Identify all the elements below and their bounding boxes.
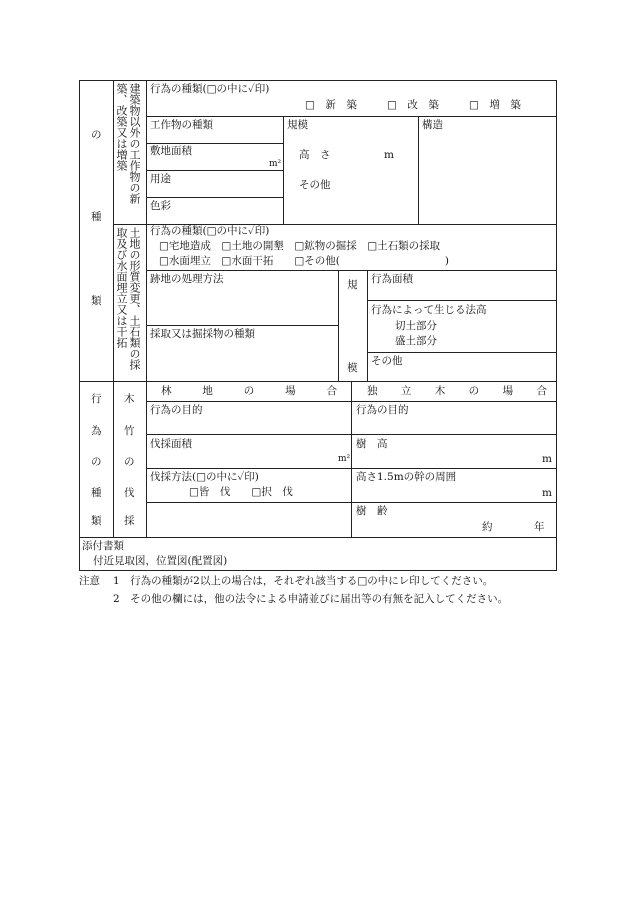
note-2: 2 その他の欄には，他の法令による申請並びに届出等の有無を記入してください。 — [113, 593, 509, 605]
application-form-table — [79, 80, 557, 571]
forest-header-char: 地 — [202, 385, 213, 397]
building-option-extend: □ 増 築 — [469, 99, 521, 111]
building-act-type: 行為の種類(□の中に✓印) — [150, 83, 270, 95]
cut-area-unit: m² — [338, 454, 351, 464]
building-option-new: □ 新 築 — [305, 99, 357, 111]
fill-label: 盛土部分 — [395, 335, 437, 347]
tree-char-2: 竹 — [124, 425, 135, 437]
single-tree-header — [367, 384, 547, 399]
left-char-3: 類 — [91, 295, 102, 307]
scale-label: 規模 — [287, 119, 308, 131]
color-label: 色彩 — [150, 200, 171, 212]
border-col2 — [146, 80, 147, 537]
border-top — [79, 80, 557, 81]
forest-header-char: 場 — [285, 385, 296, 397]
border-right — [556, 80, 557, 571]
height-label: 高 さ — [299, 149, 331, 161]
forest-header — [161, 384, 337, 399]
forest-purpose-label: 行為の目的 — [150, 404, 203, 416]
single-header-char: 独 — [367, 385, 378, 397]
land-scale-char-1: 規 — [347, 279, 358, 291]
cut-area-label: 伐採面積 — [150, 438, 192, 450]
building-others-label: その他 — [299, 179, 331, 191]
site-area-label: 敷地面積 — [150, 145, 192, 157]
land-options-row1: □宅地造成 □土地の開墾 □鉱物の掘採 □土石類の採取 — [159, 240, 441, 252]
attachments-items: 付近見取図，位置図(配置図) — [93, 555, 228, 567]
border-land-split — [146, 270, 557, 271]
cut-method-options: □皆 伐 □択 伐 — [189, 486, 293, 498]
single-header-char: 合 — [536, 385, 547, 397]
border-build-mid1 — [283, 116, 284, 224]
left-char-8: 類 — [91, 515, 102, 527]
structure-type-label: 工作物の種類 — [150, 119, 213, 131]
border-left — [79, 80, 80, 571]
left-char-4: 行 — [91, 393, 102, 405]
cut-method-label: 伐採方法(□の中に✓印) — [150, 471, 259, 483]
border-material — [146, 325, 338, 326]
border-land-mid1 — [338, 270, 339, 381]
single-purpose-label: 行為の目的 — [356, 404, 409, 416]
material-label: 採取又は掘採物の種類 — [150, 328, 255, 340]
left-char-7: 種 — [91, 487, 102, 499]
border-bottom — [79, 570, 557, 571]
forest-header-char: の — [243, 385, 255, 397]
use-label: 用途 — [150, 173, 171, 185]
land-label: 土地の形質変更、土石類の採取及び水面埋立又は干拓 — [115, 227, 141, 370]
tree-age-about: 約 — [482, 521, 493, 533]
tree-height-label: 樹 高 — [356, 438, 388, 450]
border-color — [146, 197, 283, 198]
slope-label: 行為によって生じる法高 — [371, 304, 487, 316]
land-act-type: 行為の種類(□の中に✓印) — [150, 225, 270, 237]
border-mid — [79, 381, 557, 382]
land-scale-char-2: 模 — [347, 362, 358, 374]
act-area-label: 行為面積 — [371, 273, 413, 285]
border-attach — [79, 537, 557, 538]
border-land-mid2 — [367, 270, 368, 381]
building-label: 建築物以外の工作物の新築、改築又は増築 — [115, 83, 141, 204]
site-area-unit: m² — [269, 159, 282, 169]
height-unit: m — [384, 149, 394, 161]
trunk-unit: m — [542, 487, 552, 499]
construction-label: 構造 — [422, 119, 443, 131]
cut-label: 切土部分 — [395, 320, 437, 332]
border-col1 — [113, 80, 114, 537]
attachments-title: 添付書類 — [82, 540, 124, 552]
left-char-6: の — [91, 456, 102, 468]
note-prefix: 注意 — [79, 575, 100, 587]
left-char-5: 為 — [91, 425, 102, 437]
single-header-char: 木 — [434, 385, 446, 397]
trunk-label: 高さ1.5mの幹の周囲 — [356, 471, 457, 483]
land-options-row2: □水面埋立 □水面干拓 □その他( ) — [159, 255, 449, 267]
tree-char-1: 木 — [124, 393, 135, 405]
single-header-char: 場 — [502, 385, 514, 397]
left-char-2: 種 — [91, 211, 102, 223]
border-use — [146, 170, 283, 171]
forest-header-char: 合 — [326, 385, 337, 397]
note-1: 1 行為の種類が2以上の場合は，それぞれ該当する□の中にレ印してください。 — [113, 575, 494, 587]
forest-header-char: 林 — [161, 385, 172, 397]
border-tree-mid — [351, 381, 352, 537]
border-slope — [367, 352, 557, 353]
restoration-label: 跡地の処理方法 — [150, 273, 224, 285]
border-build-mid2 — [418, 116, 419, 224]
single-header-char: の — [468, 385, 480, 397]
border-area — [367, 300, 557, 301]
tree-char-5: 採 — [124, 515, 135, 527]
single-header-char: 立 — [400, 385, 412, 397]
left-char-1: の — [91, 129, 102, 141]
tree-age-year: 年 — [534, 521, 545, 533]
land-others-label: その他 — [371, 355, 403, 367]
tree-char-3: の — [124, 456, 135, 468]
tree-char-4: 伐 — [124, 487, 135, 499]
tree-height-unit: m — [542, 453, 552, 465]
building-option-rebuild: □ 改 築 — [387, 99, 439, 111]
border-building-split — [146, 116, 557, 117]
tree-age-label: 樹 齢 — [356, 505, 388, 517]
